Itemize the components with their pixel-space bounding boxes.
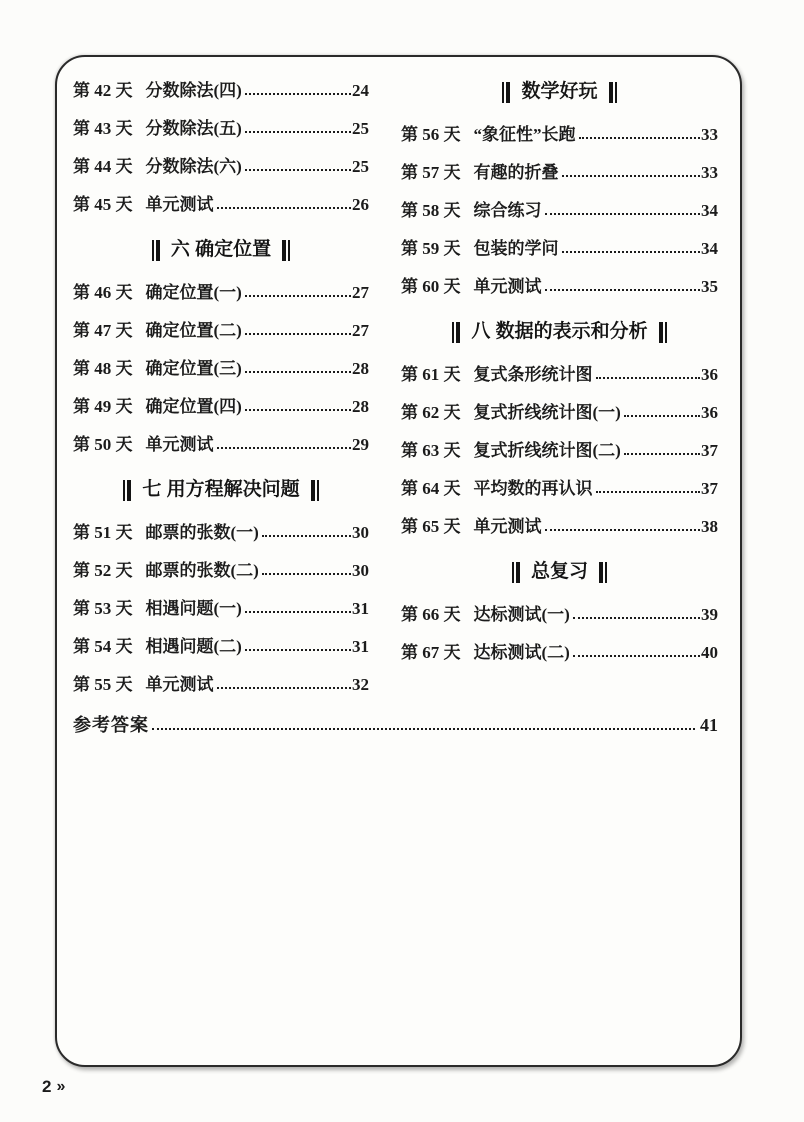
folio-number: 2 [42, 1077, 52, 1096]
dot-leader [624, 415, 700, 417]
dot-leader [245, 131, 351, 133]
toc-columns [73, 81, 718, 713]
dot-leader [152, 728, 695, 730]
dot-leader [245, 295, 351, 297]
entry-day-label: 第 49 天 [73, 397, 133, 416]
entry-page-number: 31 [352, 599, 369, 618]
section-heading-final-review [401, 561, 718, 583]
toc-entry [401, 239, 718, 259]
entry-page-number: 31 [352, 637, 369, 656]
toc-entry [73, 321, 369, 341]
dot-leader [245, 169, 351, 171]
entry-title: 相遇问题(二) [145, 637, 242, 656]
entry-page-number: 36 [701, 403, 718, 422]
dot-leader [245, 409, 351, 411]
entry-page-number: 37 [701, 479, 718, 498]
entry-day-label: 第 65 天 [401, 517, 461, 536]
entry-title: 分数除法(四) [145, 81, 242, 100]
dot-leader [562, 175, 701, 177]
dot-leader [545, 289, 701, 291]
entry-page-number: 25 [352, 119, 369, 138]
toc-entry [73, 397, 369, 417]
entry-title: 平均数的再认识 [473, 479, 593, 498]
entry-title: 分数除法(六) [145, 157, 242, 176]
dot-leader [579, 137, 701, 139]
entry-page-number: 33 [701, 163, 718, 182]
toc-left-column [73, 81, 369, 713]
double-bar-icon [502, 82, 510, 103]
dot-leader [217, 687, 352, 689]
dot-leader [245, 649, 351, 651]
toc-entry [73, 119, 369, 139]
entry-title: “象征性”长跑 [473, 125, 576, 144]
entry-page-number: 26 [352, 195, 369, 214]
entry-page-number: 32 [352, 675, 369, 694]
entry-title: 单元测试 [145, 435, 214, 454]
toc-entry [401, 201, 718, 221]
entry-title: 确定位置(三) [145, 359, 242, 378]
entry-title: 有趣的折叠 [473, 163, 559, 182]
section-heading-text: 数学好玩 [521, 81, 598, 102]
entry-day-label: 第 51 天 [73, 523, 133, 542]
entry-day-label: 第 47 天 [73, 321, 133, 340]
entry-page-number: 38 [701, 517, 718, 536]
entry-page-number: 25 [352, 157, 369, 176]
dot-leader [562, 251, 701, 253]
entry-day-label: 第 64 天 [401, 479, 461, 498]
entry-day-label: 第 42 天 [73, 81, 133, 100]
entry-title: 达标测试(一) [473, 605, 570, 624]
entry-day-label: 第 60 天 [401, 277, 461, 296]
section-heading-unit8 [401, 321, 718, 343]
dot-leader [624, 453, 700, 455]
entry-page-number: 39 [701, 605, 718, 624]
toc-entry [73, 435, 369, 455]
entry-page-number: 37 [701, 441, 718, 460]
toc-entry [401, 441, 718, 461]
entry-day-label: 第 56 天 [401, 125, 461, 144]
section-heading-text: 六 确定位置 [170, 239, 272, 260]
dot-leader [217, 447, 352, 449]
toc-entry [73, 599, 369, 619]
entry-page-number: 34 [701, 201, 718, 220]
entry-page-number: 36 [701, 365, 718, 384]
toc-entry [73, 195, 369, 215]
dot-leader [217, 207, 352, 209]
toc-entry [401, 163, 718, 183]
toc-entry [73, 283, 369, 303]
dot-leader [545, 213, 701, 215]
toc-entry [73, 561, 369, 581]
entry-day-label: 第 43 天 [73, 119, 133, 138]
entry-title: 复式条形统计图 [473, 365, 593, 384]
answers-label: 参考答案 [73, 715, 149, 735]
entry-title: 单元测试 [473, 517, 542, 536]
entry-day-label: 第 46 天 [73, 283, 133, 302]
section-heading-text: 七 用方程解决问题 [142, 479, 300, 500]
entry-day-label: 第 59 天 [401, 239, 461, 258]
double-bar-icon [609, 82, 617, 103]
entry-page-number: 29 [352, 435, 369, 454]
entry-title: 包装的学问 [473, 239, 559, 258]
entry-page-number: 30 [352, 523, 369, 542]
entry-title: 单元测试 [473, 277, 542, 296]
entry-title: 分数除法(五) [145, 119, 242, 138]
section-heading-text: 八 数据的表示和分析 [471, 321, 648, 342]
entry-page-number: 35 [701, 277, 718, 296]
dot-leader [245, 333, 351, 335]
entry-day-label: 第 52 天 [73, 561, 133, 580]
dot-leader [596, 491, 701, 493]
toc-entry [401, 605, 718, 625]
entry-day-label: 第 45 天 [73, 195, 133, 214]
toc-entry [401, 403, 718, 423]
entry-title: 达标测试(二) [473, 643, 570, 662]
entry-day-label: 第 61 天 [401, 365, 461, 384]
entry-title: 邮票的张数(二) [145, 561, 259, 580]
double-chevron-icon: » [56, 1078, 65, 1095]
entry-title: 复式折线统计图(二) [473, 441, 621, 460]
toc-entry [73, 523, 369, 543]
toc-entry [401, 365, 718, 385]
toc-entry [73, 157, 369, 177]
toc-right-column [401, 81, 718, 713]
answers-page-number: 41 [700, 715, 718, 735]
double-bar-icon [512, 562, 520, 583]
dot-leader [245, 371, 351, 373]
dot-leader [545, 529, 701, 531]
toc-entry [401, 277, 718, 297]
dot-leader [262, 573, 351, 575]
dot-leader [245, 611, 351, 613]
double-bar-icon [152, 240, 160, 261]
entry-page-number: 34 [701, 239, 718, 258]
section-heading-unit7 [73, 479, 369, 501]
entry-day-label: 第 44 天 [73, 157, 133, 176]
double-bar-icon [659, 322, 667, 343]
double-bar-icon [311, 480, 319, 501]
toc-entry [401, 479, 718, 499]
double-bar-icon [599, 562, 607, 583]
answers-row [73, 715, 718, 735]
entry-title: 单元测试 [145, 195, 214, 214]
toc-entry [73, 359, 369, 379]
dot-leader [596, 377, 701, 379]
entry-page-number: 28 [352, 359, 369, 378]
toc-entry [401, 517, 718, 537]
dot-leader [573, 655, 700, 657]
entry-day-label: 第 54 天 [73, 637, 133, 656]
entry-page-number: 40 [701, 643, 718, 662]
double-bar-icon [123, 480, 131, 501]
entry-day-label: 第 55 天 [73, 675, 133, 694]
section-heading-unit6 [73, 239, 369, 261]
toc-entry [401, 125, 718, 145]
entry-title: 相遇问题(一) [145, 599, 242, 618]
entry-day-label: 第 57 天 [401, 163, 461, 182]
entry-page-number: 28 [352, 397, 369, 416]
entry-title: 邮票的张数(一) [145, 523, 259, 542]
entry-page-number: 30 [352, 561, 369, 580]
entry-title: 确定位置(一) [145, 283, 242, 302]
dot-leader [573, 617, 700, 619]
toc-entry [73, 81, 369, 101]
content-border-frame [55, 55, 742, 1067]
entry-page-number: 33 [701, 125, 718, 144]
entry-page-number: 24 [352, 81, 369, 100]
entry-day-label: 第 48 天 [73, 359, 133, 378]
entry-page-number: 27 [352, 283, 369, 302]
entry-day-label: 第 66 天 [401, 605, 461, 624]
entry-title: 确定位置(二) [145, 321, 242, 340]
entry-title: 复式折线统计图(一) [473, 403, 621, 422]
entry-day-label: 第 50 天 [73, 435, 133, 454]
section-heading-text: 总复习 [530, 561, 588, 582]
double-bar-icon [282, 240, 290, 261]
double-bar-icon [452, 322, 460, 343]
entry-day-label: 第 58 天 [401, 201, 461, 220]
toc-entry [73, 637, 369, 657]
entry-day-label: 第 53 天 [73, 599, 133, 618]
entry-page-number: 27 [352, 321, 369, 340]
toc-entry [73, 675, 369, 695]
section-heading-math-fun [401, 81, 718, 103]
entry-title: 单元测试 [145, 675, 214, 694]
page-footer [42, 1077, 64, 1097]
entry-day-label: 第 63 天 [401, 441, 461, 460]
entry-title: 综合练习 [473, 201, 542, 220]
dot-leader [262, 535, 351, 537]
entry-day-label: 第 67 天 [401, 643, 461, 662]
dot-leader [245, 93, 351, 95]
entry-day-label: 第 62 天 [401, 403, 461, 422]
toc-entry [401, 643, 718, 663]
entry-title: 确定位置(四) [145, 397, 242, 416]
